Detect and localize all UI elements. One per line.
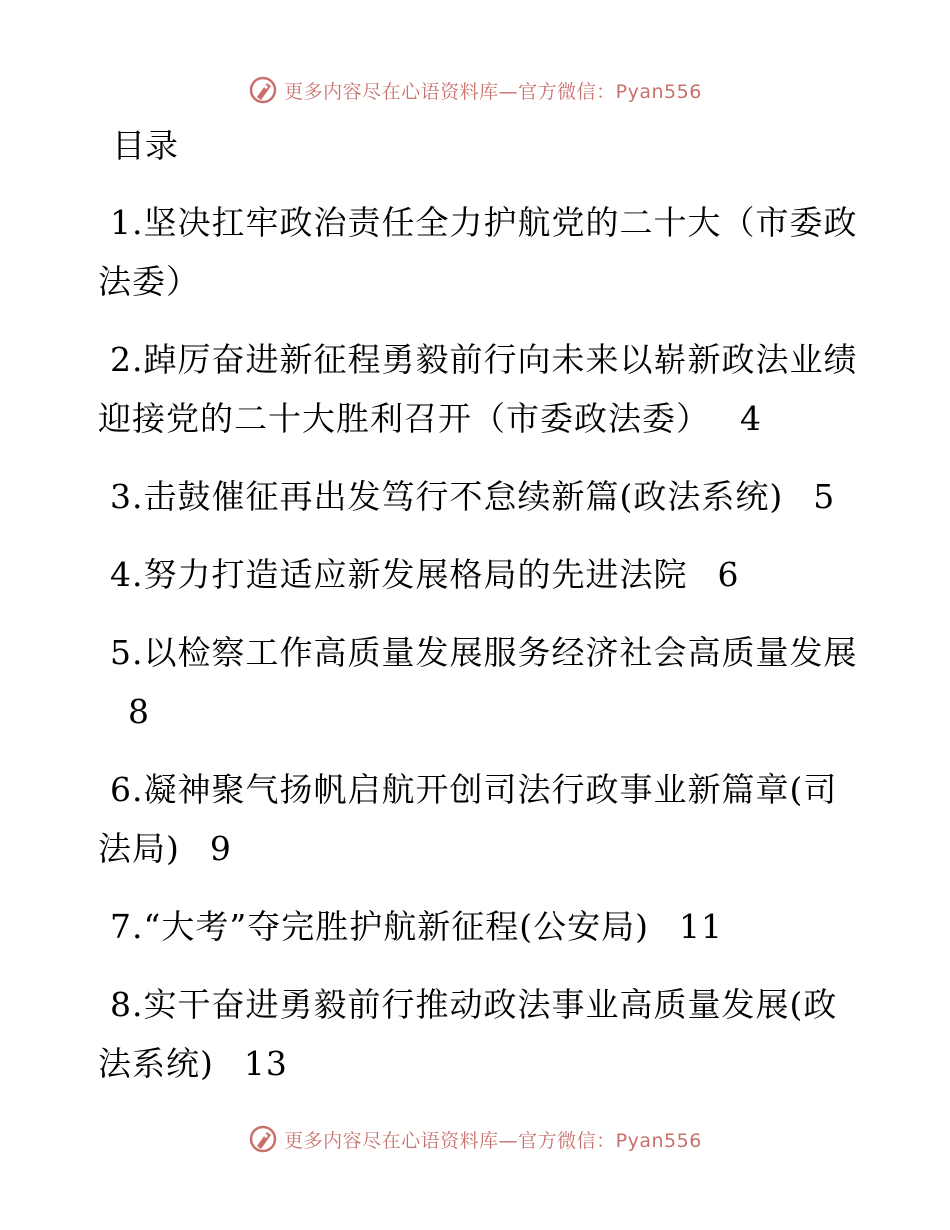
toc-item-page: 4 bbox=[740, 399, 762, 438]
pen-nib-logo-icon bbox=[248, 75, 278, 105]
toc-item-text: 3.击鼓催征再出发笃行不怠续新篇(政法系统) bbox=[110, 477, 784, 516]
toc-item-text: 8.实干奋进勇毅前行推动政法事业高质量发展(政法系统) bbox=[98, 985, 838, 1083]
toc-item-text: 6.凝神聚气扬帆启航开创司法行政事业新篇章(司法局) bbox=[98, 770, 838, 868]
header-banner-text: 更多内容尽在心语资料库—官方微信：Pyan556 bbox=[284, 80, 702, 103]
toc-item-page: 8 bbox=[128, 692, 150, 731]
toc-item-text: 7.“大考”夺完胜护航新征程(公安局) bbox=[110, 907, 649, 946]
toc-item bbox=[98, 545, 858, 604]
toc-item bbox=[98, 760, 858, 878]
toc-item bbox=[98, 193, 858, 311]
toc-item bbox=[98, 975, 858, 1093]
toc-item bbox=[98, 467, 858, 526]
toc-item-text: 1.坚决扛牢政治责任全力护航党的二十大（市委政法委） bbox=[98, 203, 858, 301]
toc-item-page: 13 bbox=[243, 1044, 288, 1083]
toc-item-text: 2.踔厉奋进新征程勇毅前行向未来以崭新政法业绩迎接党的二十大胜利召开（市委政法委） bbox=[98, 340, 858, 438]
toc-item bbox=[98, 330, 858, 448]
toc-item-page: 6 bbox=[717, 555, 740, 594]
toc-item-page: 9 bbox=[209, 829, 232, 868]
toc-item bbox=[98, 897, 858, 956]
toc-item bbox=[98, 623, 858, 741]
header-banner bbox=[0, 70, 950, 110]
toc-title: 目录 bbox=[112, 126, 178, 165]
toc-item-text: 4.努力打造适应新发展格局的先进法院 bbox=[110, 555, 688, 594]
pen-nib-logo-icon bbox=[248, 1124, 278, 1154]
footer-banner-text: 更多内容尽在心语资料库—官方微信：Pyan556 bbox=[284, 1129, 702, 1152]
toc-item-page: 5 bbox=[813, 477, 836, 516]
toc-item-page: 11 bbox=[678, 907, 723, 946]
toc-item-text: 5.以检察工作高质量发展服务经济社会高质量发展 bbox=[110, 633, 858, 672]
toc-list bbox=[98, 193, 858, 1112]
footer-banner bbox=[0, 1119, 950, 1159]
